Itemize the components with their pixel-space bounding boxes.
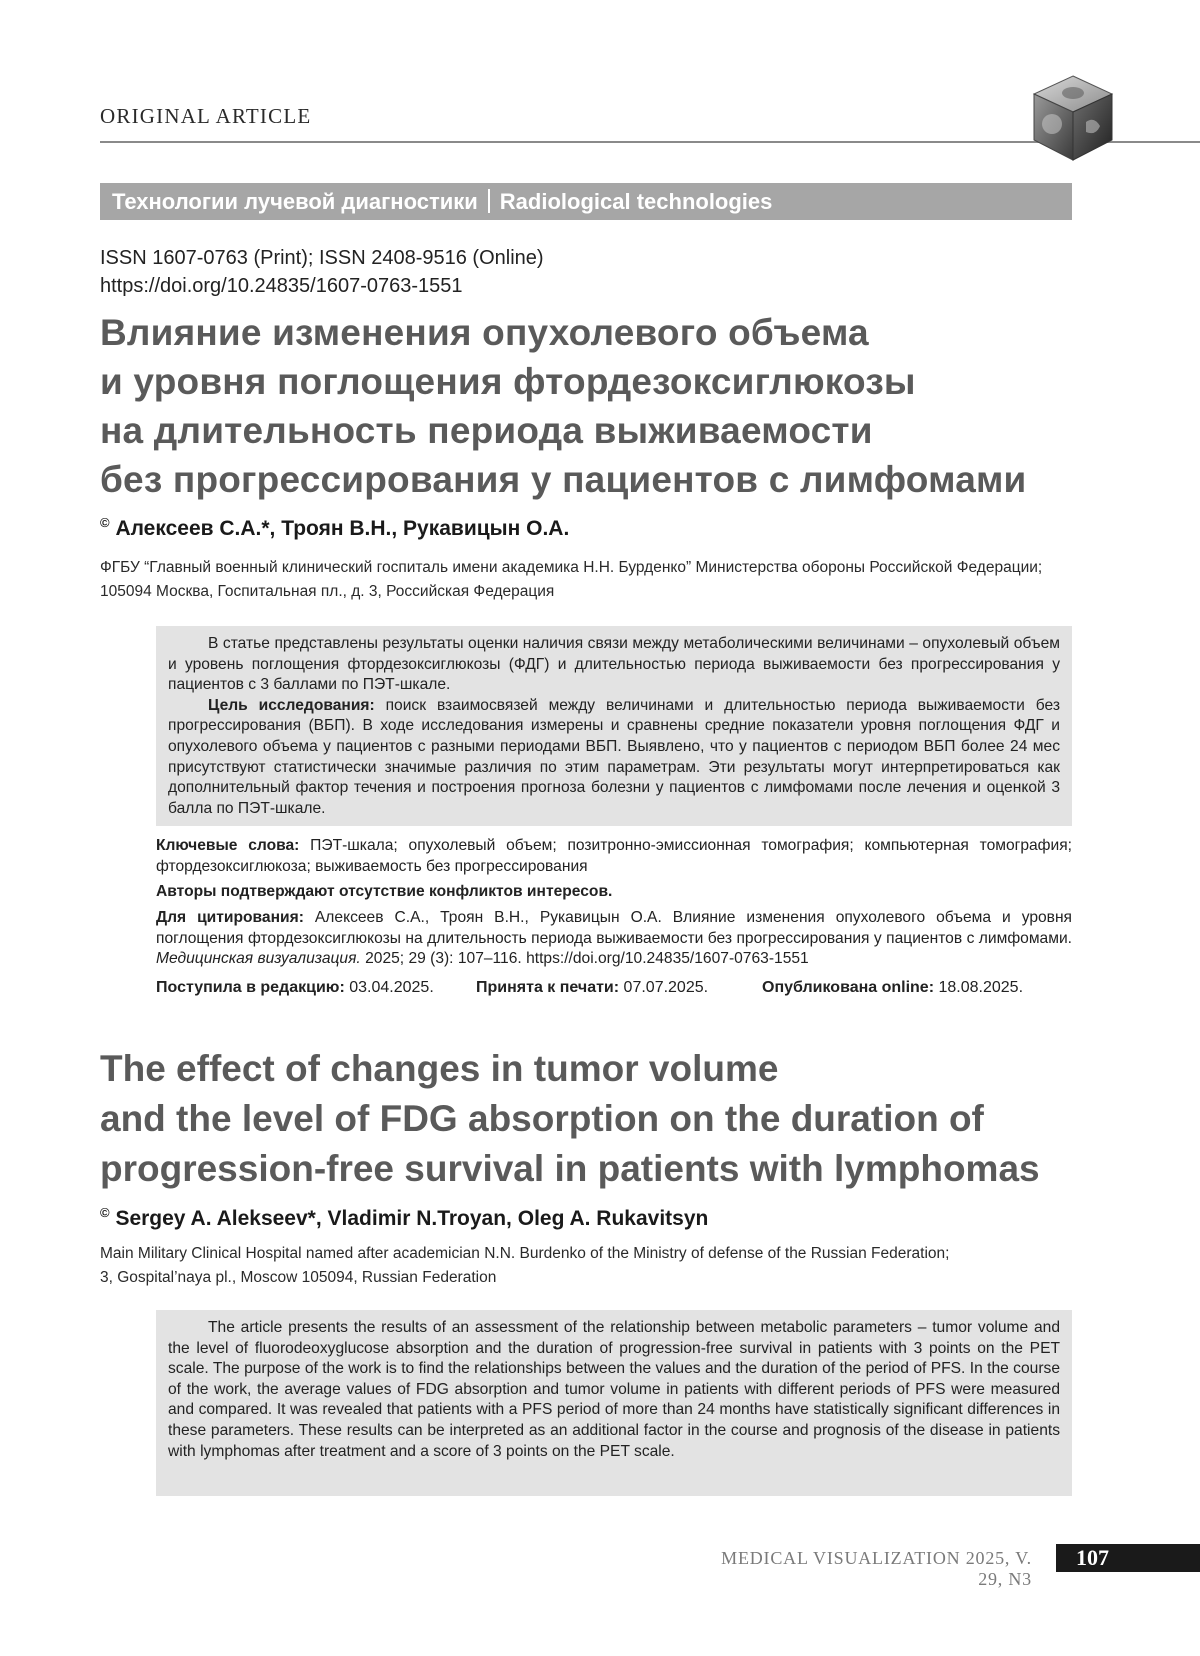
abstract-ru-intro: В статье представлены результаты оценки наличия связи между метаболическими величинами – опухолевый объем и уровень поглощения фтордезоксиглюкозы (ФДГ) и длительностью периода выживаемости без прогрессирования у пациентов с 3 баллами по ПЭТ-шкале.	[168, 634, 1060, 696]
doi-link[interactable]: https://doi.org/10.24835/1607-0763-1551	[100, 272, 544, 300]
authors-ru	[100, 515, 569, 541]
title-ru-line: на длительность периода выживаемости	[100, 406, 1100, 455]
title-en-line: progression-free survival in patients with lymphomas	[100, 1144, 1160, 1194]
received-date: 03.04.2025.	[349, 979, 434, 996]
citation-label: Для цитирования:	[156, 909, 304, 926]
title-ru-line: и уровня поглощения фтордезоксиглюкозы	[100, 357, 1100, 406]
received-label: Поступила в редакцию:	[156, 979, 345, 996]
title-en-line: and the level of FDG absorption on the duration of	[100, 1094, 1160, 1144]
abstract-en-text: The article presents the results of an assessment of the relationship between metabolic parameters – tumor volume and the level of fluorodeoxyglucose absorption and the duration of progression-free survival in patients with 3 points on the PET scale. The purpose of the work is to find the relationships between the values and the duration of the period of PFS. In the course of the work, the average values of FDG absorption and tumor volume in patients with different periods of PFS were measured and compared. It was revealed that patients with a PFS period of more than 24 months have statistically significant differences in these parameters. These results can be interpreted as an additional factor in the course and prognosis of the disease in patients with lymphomas after treatment and a score of 3 points on the PET scale.	[168, 1318, 1060, 1462]
running-head: ORIGINAL ARTICLE	[100, 104, 311, 129]
affiliation-en-line: 3, Gospital’naya pl., Moscow 105094, Russian Federation	[100, 1266, 1120, 1290]
citation-journal: Медицинская визуализация.	[156, 950, 361, 967]
section-ru: Технологии лучевой диагностики	[112, 189, 478, 214]
conflict-statement: Авторы подтверждают отсутствие конфликтов интересов.	[156, 882, 1072, 903]
keywords-label: Ключевые слова:	[156, 837, 299, 854]
title-ru-line: Влияние изменения опухолевого объема	[100, 308, 1100, 357]
citation-tail: 2025; 29 (3): 107–116. https://doi.org/10.24835/1607-0763-1551	[365, 950, 809, 967]
affiliation-ru: ФГБУ “Главный военный клинический госпиталь имени академика Н.Н. Бурденко” Министерства обороны Российской Федерации; 105094 Москва, Госпитальная пл., д. 3, Российская Федерация	[100, 556, 1060, 604]
section-heading-bar	[100, 183, 1072, 220]
article-title-en	[100, 1044, 1160, 1194]
citation-ru	[156, 908, 1072, 970]
article-dates	[156, 978, 1072, 999]
keywords-ru	[156, 836, 1072, 877]
title-ru-line: без прогрессирования у пациентов с лимфомами	[100, 455, 1100, 504]
affiliation-en-line: Main Military Clinical Hospital named after academician N.N. Burdenko of the Ministry of defense of the Russian Federation;	[100, 1242, 1120, 1266]
footer-journal: MEDICAL VISUALIZATION 2025, V. 29, N3	[700, 1548, 1032, 1590]
aim-label: Цель исследования:	[208, 697, 375, 714]
authors-en	[100, 1205, 708, 1231]
page-number: 107	[1056, 1544, 1200, 1572]
authors-en-names: Sergey A. Alekseev*, Vladimir N.Troyan, Oleg A. Rukavitsyn	[115, 1207, 708, 1230]
published-date: 18.08.2025.	[938, 979, 1023, 996]
section-divider	[488, 189, 490, 213]
abstract-ru	[156, 626, 1072, 826]
copyright-mark: ©	[100, 1205, 110, 1220]
affiliation-en	[100, 1242, 1120, 1290]
aim-text: поиск взаимосвязей между величинами и длительностью периода выживаемости без прогрессирования (ВБП). В ходе исследования измерены и сравнены средние показатели уровня поглощения ФДГ и опухолевого объема у пациентов с разными периодами ВБП. Выявлено, что у пациентов с периодом ВБП более 24 мес присутствуют статистически значимые различия по этим параметрам. Эти результаты могут интерпретироваться как дополнительный фактор течения и построения прогноза болезни у пациентов с лимфомами после лечения и оценкой 3 балла по ПЭТ-шкале.	[168, 697, 1060, 817]
issn-line: ISSN 1607-0763 (Print); ISSN 2408-9516 (Online)	[100, 244, 544, 272]
section-en: Radiological technologies	[500, 189, 773, 214]
accepted-label: Принята к печати:	[476, 979, 619, 996]
published-label: Опубликована online:	[762, 979, 934, 996]
article-title-ru	[100, 308, 1100, 504]
keywords-text: ПЭТ-шкала; опухолевый объем; позитронно-эмиссионная томография; компьютерная томография; фтордезоксиглюкоза; выживаемость без прогрессирования	[156, 837, 1072, 875]
accepted-date: 07.07.2025.	[624, 979, 709, 996]
abstract-en	[156, 1310, 1072, 1496]
copyright-mark: ©	[100, 515, 110, 530]
authors-ru-names: Алексеев С.А.*, Троян В.Н., Рукавицын О.А.	[115, 517, 569, 540]
identifiers	[100, 244, 544, 300]
journal-cube-logo-icon	[1030, 72, 1116, 164]
citation-text: Алексеев С.А., Троян В.Н., Рукавицын О.А. Влияние изменения опухолевого объема и уровня поглощения фтордезоксиглюкозы на длительность периода выживаемости без прогрессирования у пациентов с лимфомами.	[156, 909, 1072, 947]
title-en-line: The effect of changes in tumor volume	[100, 1044, 1160, 1094]
abstract-ru-aim	[168, 696, 1060, 820]
